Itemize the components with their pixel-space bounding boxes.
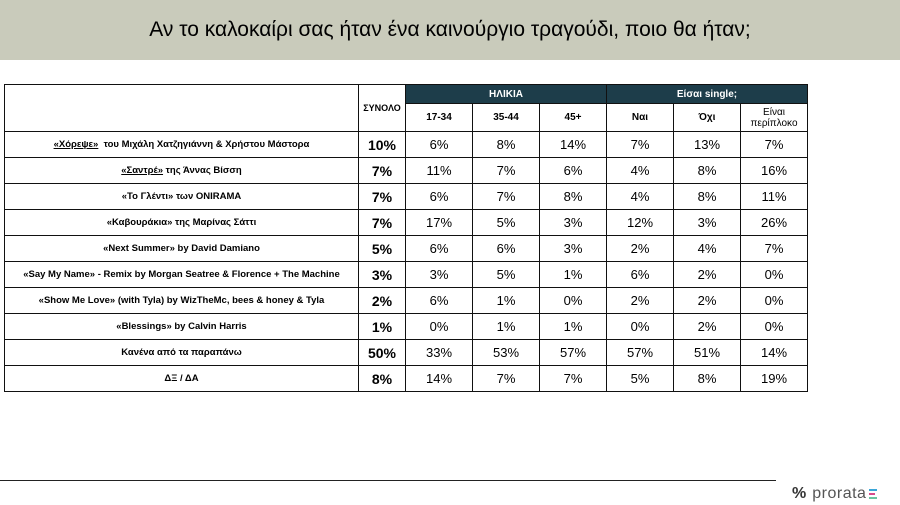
value-cell: 2% <box>674 288 741 314</box>
row-label <box>5 288 359 314</box>
value-cell: 7% <box>473 184 540 210</box>
row-label-text: «Καβουράκια» της Μαρίνας Σάττι <box>106 217 257 228</box>
value-cell: 4% <box>607 184 674 210</box>
row-label-text: του Μιχάλη Χατζηγιάννη & Χρήστου Μάστορα <box>98 139 310 150</box>
value-cell: 4% <box>607 158 674 184</box>
value-cell: 5% <box>473 262 540 288</box>
age-group-header: ΗΛΙΚΙΑ <box>406 85 607 104</box>
value-cell: 14% <box>540 132 607 158</box>
table-row <box>5 132 808 158</box>
value-cell: 6% <box>607 262 674 288</box>
value-cell: 2% <box>674 314 741 340</box>
value-cell: 0% <box>741 262 808 288</box>
value-cell: 11% <box>741 184 808 210</box>
value-cell: 7% <box>473 158 540 184</box>
row-label <box>5 132 359 158</box>
total-cell: 3% <box>359 262 406 288</box>
value-cell: 8% <box>473 132 540 158</box>
table-row <box>5 184 808 210</box>
table-row <box>5 340 808 366</box>
value-cell: 8% <box>674 158 741 184</box>
value-cell: 2% <box>607 236 674 262</box>
age-col-header: 17-34 <box>406 104 473 132</box>
results-table <box>4 84 808 392</box>
table-body <box>5 132 808 392</box>
age-col-header: 45+ <box>540 104 607 132</box>
value-cell: 16% <box>741 158 808 184</box>
value-cell: 6% <box>406 236 473 262</box>
table-row <box>5 210 808 236</box>
row-label-text: ΔΞ / ΔΑ <box>164 373 199 384</box>
value-cell: 1% <box>540 262 607 288</box>
value-cell: 33% <box>406 340 473 366</box>
row-label <box>5 236 359 262</box>
value-cell: 53% <box>473 340 540 366</box>
prorata-logo <box>792 484 877 504</box>
value-cell: 1% <box>473 314 540 340</box>
value-cell: 6% <box>406 288 473 314</box>
row-label-text: «Next Summer» by David Damiano <box>103 243 260 254</box>
value-cell: 7% <box>607 132 674 158</box>
value-cell: 7% <box>741 132 808 158</box>
table-row <box>5 366 808 392</box>
single-col-header: Όχι <box>674 104 741 132</box>
row-label <box>5 262 359 288</box>
value-cell: 14% <box>406 366 473 392</box>
total-cell: 7% <box>359 210 406 236</box>
value-cell: 57% <box>540 340 607 366</box>
table-row <box>5 236 808 262</box>
value-cell: 7% <box>473 366 540 392</box>
value-cell: 57% <box>607 340 674 366</box>
value-cell: 2% <box>607 288 674 314</box>
total-cell: 10% <box>359 132 406 158</box>
logo-bars-icon <box>869 489 877 499</box>
value-cell: 6% <box>406 184 473 210</box>
table-row <box>5 262 808 288</box>
row-label <box>5 158 359 184</box>
value-cell: 0% <box>406 314 473 340</box>
value-cell: 7% <box>741 236 808 262</box>
table-row <box>5 288 808 314</box>
row-label-title: «Σαντρέ» <box>121 165 164 176</box>
total-cell: 7% <box>359 158 406 184</box>
value-cell: 12% <box>607 210 674 236</box>
row-label-text: «Το Γλέντι» των ONIRAMA <box>121 191 242 202</box>
value-cell: 8% <box>540 184 607 210</box>
logo-percent-symbol: % <box>792 485 807 502</box>
row-label <box>5 340 359 366</box>
page-title: Αν το καλοκαίρι σας ήταν ένα καινούργιο τραγούδι, ποιο θα ήταν; <box>149 18 751 41</box>
value-cell: 3% <box>406 262 473 288</box>
value-cell: 8% <box>674 184 741 210</box>
value-cell: 6% <box>473 236 540 262</box>
row-label-text: «Show Me Love» (with Tyla) by WizTheMc, bees & honey & Tyla <box>38 295 325 306</box>
row-label <box>5 210 359 236</box>
row-label <box>5 184 359 210</box>
row-label-text: «Say My Name» - Remix by Morgan Seatree & Florence + The Machine <box>23 269 340 280</box>
value-cell: 0% <box>741 288 808 314</box>
value-cell: 3% <box>540 236 607 262</box>
value-cell: 3% <box>540 210 607 236</box>
single-group-header: Είσαι single; <box>607 85 808 104</box>
value-cell: 13% <box>674 132 741 158</box>
value-cell: 26% <box>741 210 808 236</box>
value-cell: 3% <box>674 210 741 236</box>
total-cell: 1% <box>359 314 406 340</box>
value-cell: 6% <box>406 132 473 158</box>
row-label <box>5 314 359 340</box>
value-cell: 5% <box>473 210 540 236</box>
table-row <box>5 158 808 184</box>
value-cell: 14% <box>741 340 808 366</box>
value-cell: 51% <box>674 340 741 366</box>
value-cell: 8% <box>674 366 741 392</box>
value-cell: 7% <box>540 366 607 392</box>
total-cell: 7% <box>359 184 406 210</box>
value-cell: 0% <box>607 314 674 340</box>
total-cell: 2% <box>359 288 406 314</box>
total-cell: 8% <box>359 366 406 392</box>
footer-divider <box>0 480 776 481</box>
value-cell: 11% <box>406 158 473 184</box>
row-label-text: της Άννας Βίσση <box>163 165 242 176</box>
value-cell: 2% <box>674 262 741 288</box>
single-col-header: Είναι περίπλοκο <box>741 104 808 132</box>
value-cell: 4% <box>674 236 741 262</box>
value-cell: 1% <box>473 288 540 314</box>
row-label <box>5 366 359 392</box>
total-cell: 5% <box>359 236 406 262</box>
total-cell: 50% <box>359 340 406 366</box>
row-label-text: Κανένα από τα παραπάνω <box>121 347 242 358</box>
value-cell: 0% <box>540 288 607 314</box>
label-header-cell <box>5 85 359 132</box>
row-label-text: «Blessings» by Calvin Harris <box>116 321 247 332</box>
value-cell: 0% <box>741 314 808 340</box>
table-row <box>5 314 808 340</box>
age-col-header: 35-44 <box>473 104 540 132</box>
value-cell: 6% <box>540 158 607 184</box>
title-bar <box>0 0 900 60</box>
value-cell: 19% <box>741 366 808 392</box>
row-label-title: «Χόρεψε» <box>53 139 99 150</box>
total-header: ΣΥΝΟΛΟ <box>359 85 406 132</box>
value-cell: 17% <box>406 210 473 236</box>
value-cell: 1% <box>540 314 607 340</box>
value-cell: 5% <box>607 366 674 392</box>
single-col-header: Ναι <box>607 104 674 132</box>
logo-wordmark: prorata <box>812 485 867 502</box>
